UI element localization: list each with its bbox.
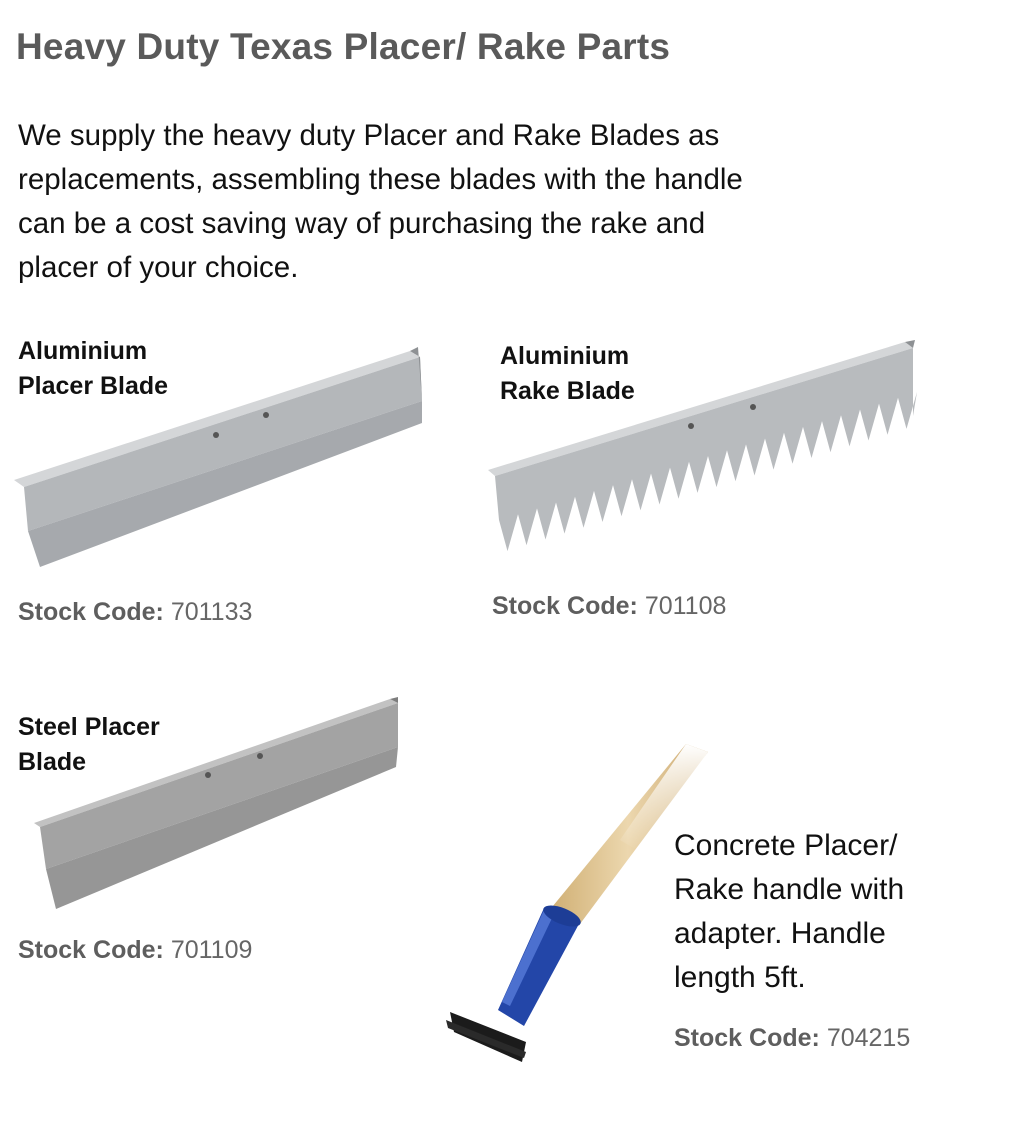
- aluminium-placer-blade-icon: [10, 345, 430, 575]
- page-title: Heavy Duty Texas Placer/ Rake Parts: [16, 26, 671, 67]
- aluminium-rake-blade-icon: [485, 338, 920, 568]
- steel-placer-blade-icon: [30, 695, 405, 915]
- product-name-steel-placer: Steel Placer Blade: [18, 713, 160, 776]
- product-name-aluminium-rake: Aluminium Rake Blade: [500, 342, 635, 405]
- intro-text: We supply the heavy duty Placer and Rake Blades as replacements, assembling these blades with the handle can be a cost saving way of purchasing the rake and placer of your choice.: [18, 119, 743, 284]
- stock-code-aluminium-rake: Stock Code: 701108: [492, 592, 727, 620]
- handle-description: Concrete Placer/ Rake handle with adapter. Handle length 5ft.: [674, 829, 905, 994]
- stock-code-handle: Stock Code: 704215: [674, 1024, 911, 1052]
- product-name-aluminium-placer: Aluminium Placer Blade: [18, 337, 169, 400]
- stock-code-aluminium-placer: Stock Code: 701133: [18, 598, 253, 626]
- stock-code-steel-placer: Stock Code: 701109: [18, 936, 253, 964]
